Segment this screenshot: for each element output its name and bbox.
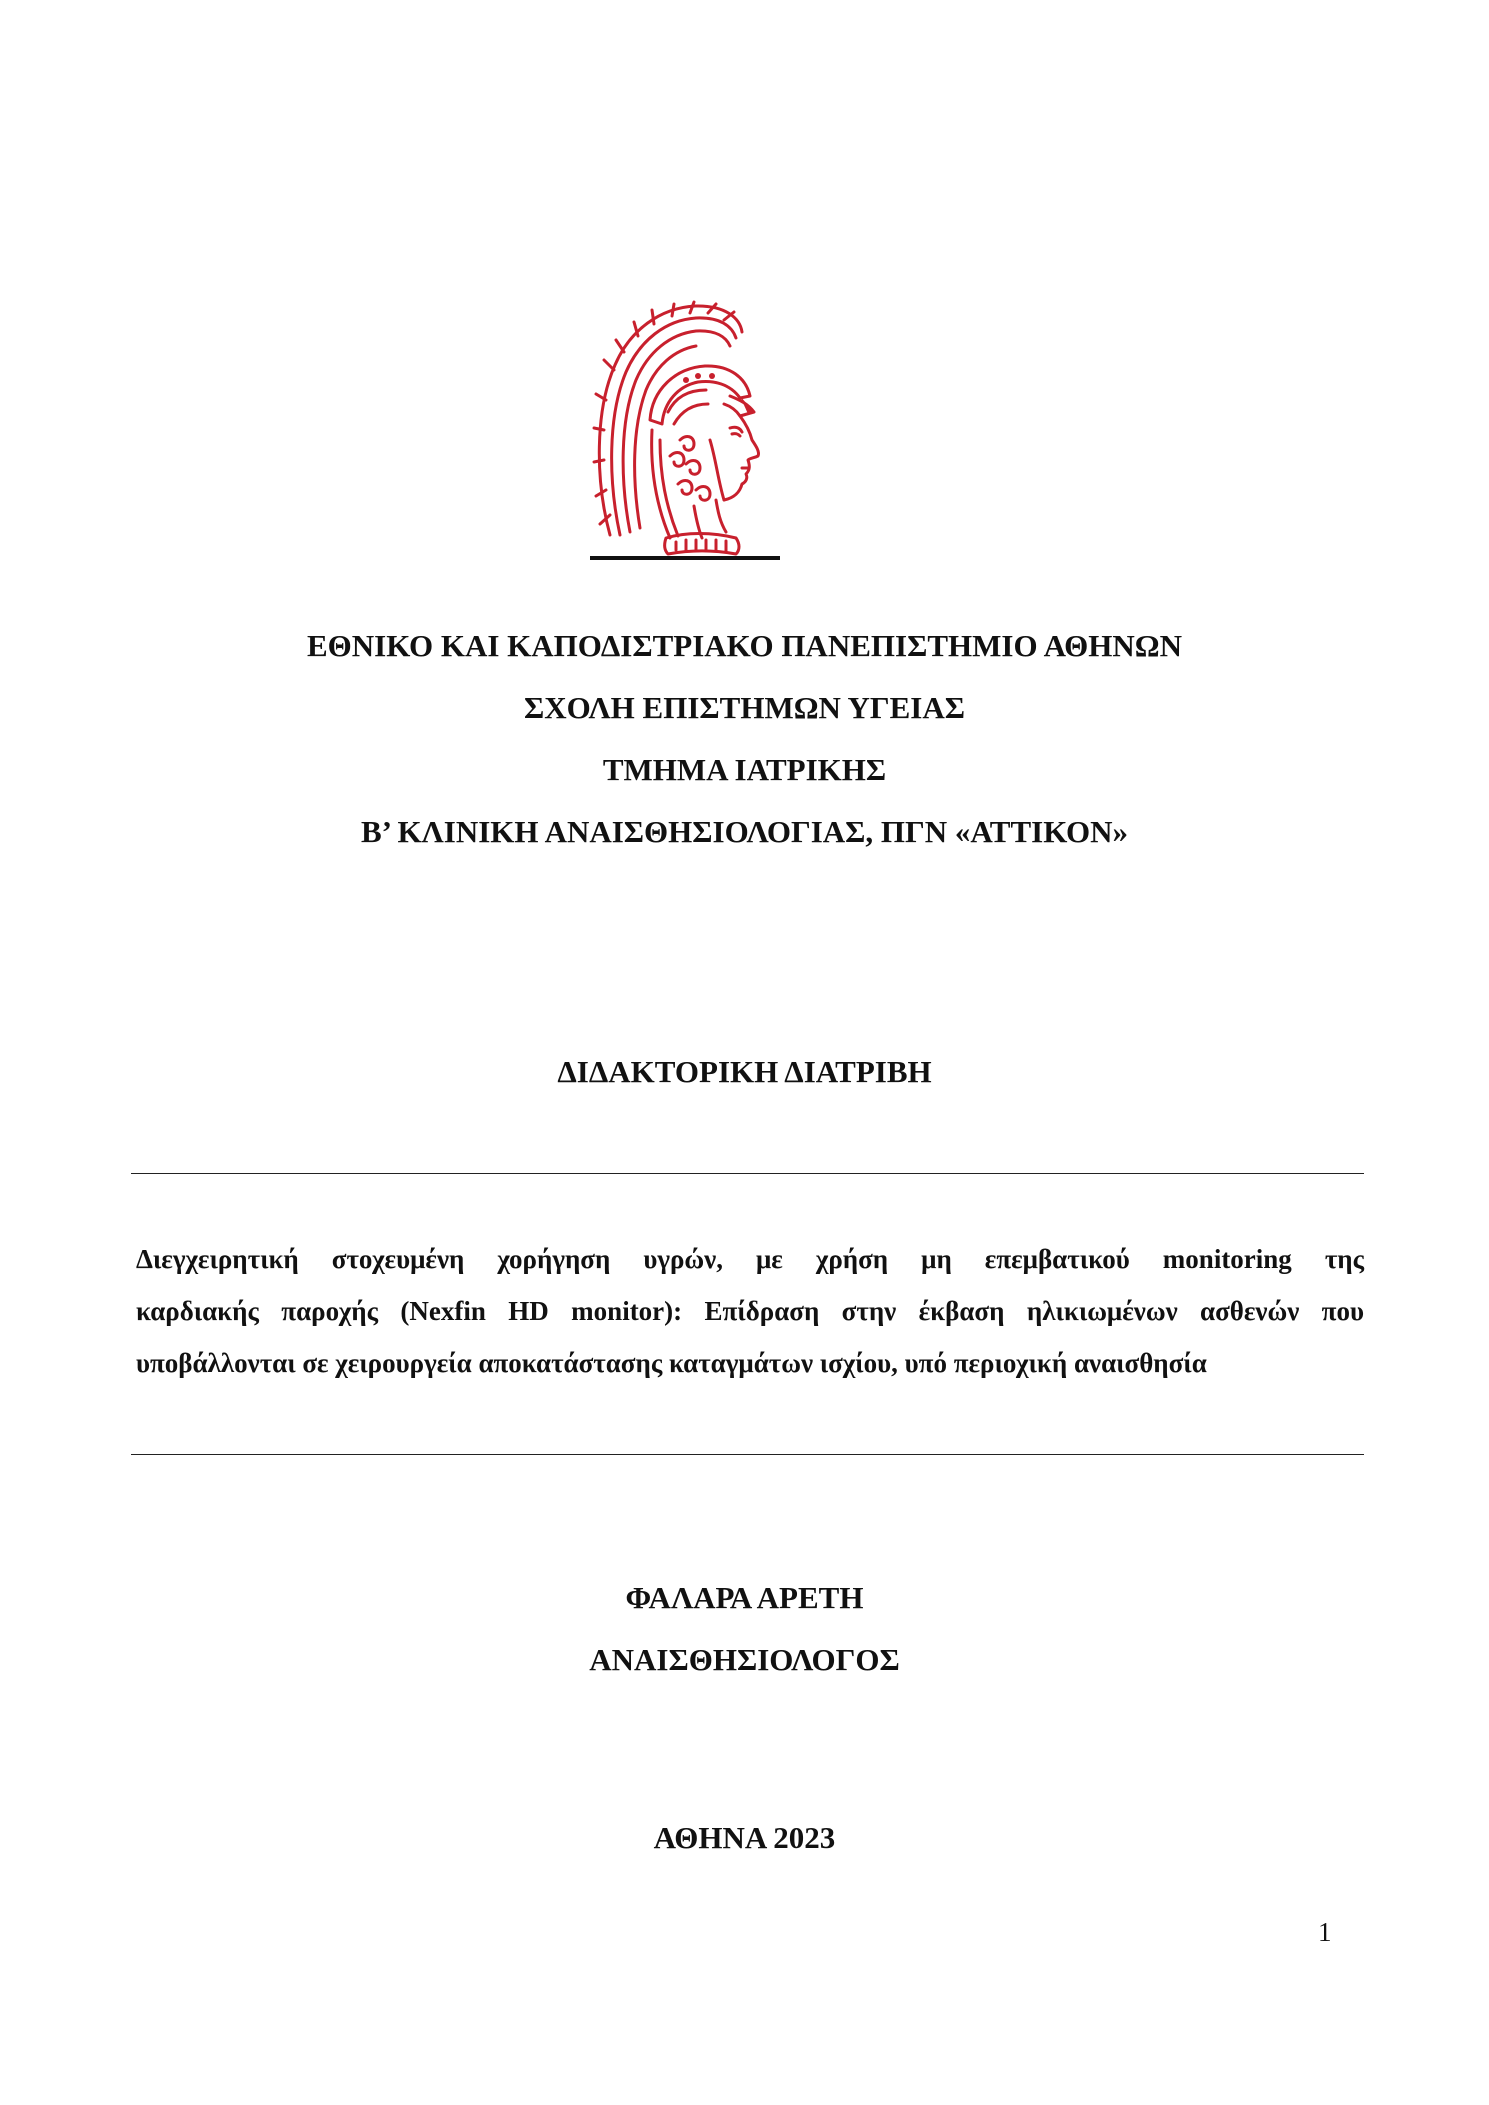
department-name: ΤΜΗΜΑ ΙΑΤΡΙΚΗΣ xyxy=(602,752,887,787)
thesis-title-line-3: υποβάλλονται σε χειρουργεία αποκατάστασης καταγμάτων ισχίου, υπό περιοχική αναισθησία xyxy=(136,1348,1207,1378)
logo-underline xyxy=(590,556,780,560)
clinic-name: Β’ ΚΛΙΝΙΚΗ ΑΝΑΙΣΘΗΣΙΟΛΟΓΙΑΣ, ΠΓΝ «ΑΤΤΙΚΟΝ» xyxy=(361,814,1128,849)
university-name: ΕΘΝΙΚΟ ΚΑΙ ΚΑΠΟΔΙΣΤΡΙΑΚΟ ΠΑΝΕΠΙΣΤΗΜΙΟ ΑΘΗΝΩΝ xyxy=(306,628,1183,663)
top-divider xyxy=(131,1173,1364,1174)
document-type: ΔΙΔΑΚΤΟΡΙΚΗ ΔΙΑΤΡΙΒΗ xyxy=(557,1054,932,1089)
bottom-divider xyxy=(131,1454,1364,1455)
author-title: ΑΝΑΙΣΘΗΣΙΟΛΟΓΟΣ xyxy=(589,1642,900,1677)
place-year: ΑΘΗΝΑ 2023 xyxy=(653,1820,836,1855)
page-number: 1 xyxy=(1318,1917,1332,1947)
author-name: ΦΑΛΑΡΑ ΑΡΕΤΗ xyxy=(625,1580,864,1615)
university-logo-icon xyxy=(590,300,790,558)
thesis-title-line-1: Διεγχειρητική στοχευμένη χορήγηση υγρών, με χρήση μη επεμβατικού monitoring της xyxy=(136,1244,1364,1274)
thesis-title-line-2: καρδιακής παροχής (Nexfin HD monitor): Επίδραση στην έκβαση ηλικιωμένων ασθενών που xyxy=(136,1296,1364,1326)
thesis-title xyxy=(136,1233,1364,1389)
school-name: ΣΧΟΛΗ ΕΠΙΣΤΗΜΩΝ ΥΓΕΙΑΣ xyxy=(523,690,966,725)
